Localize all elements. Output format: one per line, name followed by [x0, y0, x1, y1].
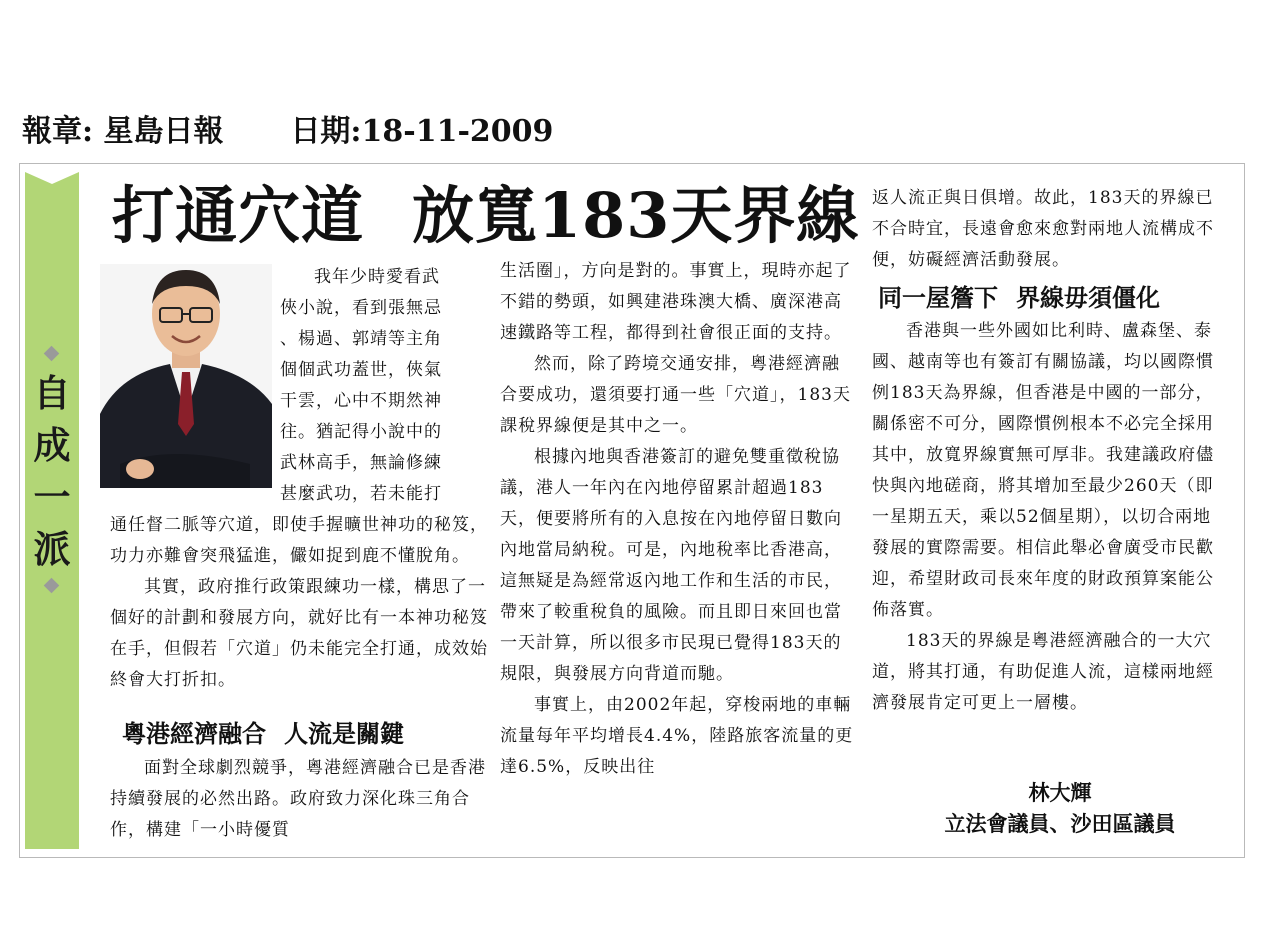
clipping-header — [22, 106, 554, 149]
paragraph: 其實，政府推行政策跟練功一樣，構思了一個好的計劃和發展方向，就好比有一本神功秘笈在手，但假若「穴道」仍未能完全打通，成效始終會大打折扣。 — [110, 577, 488, 690]
paragraph: 返人流正與日俱增。故此，183天的界線已不合時宜，長遠會愈來愈對兩地人流構成不便，妨礙經濟活動發展。 — [872, 188, 1214, 270]
text-line: 我年少時愛看武 — [314, 267, 440, 287]
portrait-image — [100, 264, 272, 488]
text-line: 甚麼武功，若未能打 — [280, 484, 442, 504]
text-line: 個個武功蓋世，俠氣 — [280, 360, 442, 380]
text-line: 往。猶記得小說中的 — [280, 422, 442, 442]
paper-name: 星島日報 — [103, 114, 224, 149]
date-label: 日期: — [290, 114, 362, 149]
paper-label: 報章: — [22, 114, 94, 149]
column-name — [25, 368, 79, 576]
column-name-char: 自 — [33, 372, 71, 415]
date-value: 18-11-2009 — [361, 114, 554, 149]
paragraph: 生活圈」，方向是對的。事實上，現時亦起了不錯的勢頭，如興建港珠澳大橋、廣深港高速鐵路等工程，都得到社會很正面的支持。 — [500, 261, 852, 343]
text-line: 干雲，心中不期然神 — [280, 391, 442, 411]
paragraph: 香港與一些外國如比利時、盧森堡、泰國、越南等也有簽訂有關協議，均以國際慣例183天為界線，但香港是中國的一部分，關係密不可分，國際慣例根本不必完全採用其中，放寬界線實無可厚非。我建議政府儘快與內地磋商，將其增加至最少260天（即一星期五天，乘以52個星期），以切合兩地發展的實際需要。相信此舉必會廣受市民歡迎，希望財政司長來年度的財政預算案能公佈落實。 — [872, 321, 1214, 620]
author-name: 林大輝 — [1028, 781, 1092, 805]
column-name-char: 成 — [33, 424, 71, 467]
text-line: 俠小說，看到張無忌 — [280, 298, 442, 318]
column-2 — [500, 256, 856, 783]
column-1-tail — [110, 753, 488, 846]
paragraph: 通任督二脈等穴道，即使手握曠世神功的秘笈，功力亦難會突飛猛進，儼如捉到鹿不懂脫角。 — [110, 515, 488, 566]
text-line: 武林高手，無論修練 — [280, 453, 442, 473]
author-title: 立法會議員、沙田區議員 — [944, 812, 1176, 836]
paragraph: 然而，除了跨境交通安排，粵港經濟融合要成功，還須要打通一些「穴道」，183天課稅界線便是其中之一。 — [500, 354, 851, 436]
paragraph: 面對全球劇烈競爭，粵港經濟融合已是香港持續發展的必然出路。政府致力深化珠三角合作，構建「一小時優質 — [110, 758, 486, 840]
article-headline — [112, 174, 872, 258]
author-signature — [880, 778, 1240, 840]
subheading-2 — [878, 281, 1160, 315]
headline-part-1: 打通穴道 — [112, 179, 365, 252]
column-3-top — [872, 183, 1228, 276]
column-name-char: 一 — [33, 476, 71, 519]
subheading-part: 同一屋簷下 — [878, 284, 998, 312]
paragraph: 事實上，由2002年起，穿梭兩地的車輛流量每年平均增長4.4%，陸路旅客流量的更達6.5%，反映出往 — [500, 695, 854, 777]
column-name-char: 派 — [33, 528, 71, 571]
column-3-body — [872, 316, 1228, 719]
subheading-part: 界線毋須僵化 — [1016, 284, 1160, 312]
author-photo — [100, 264, 272, 488]
column-banner — [25, 172, 79, 849]
subheading-1 — [122, 717, 404, 751]
column-1-beside-photo — [280, 262, 486, 510]
paragraph: 根據內地與香港簽訂的避免雙重徵稅協議，港人一年內在內地停留累計超過183天，便要將所有的入息按在內地停留日數向內地當局納稅。可是，內地稅率比香港高，這無疑是為經常返內地工作和生活的市民，帶來了較重稅負的風險。而且即日來回也當一天計算，所以很多市民現已覺得183天的規限，與發展方向背道而馳。 — [500, 447, 842, 684]
column-1-body — [110, 510, 488, 696]
subheading-part: 粵港經濟融合 — [122, 720, 266, 748]
paragraph: 183天的界線是粵港經濟融合的一大穴道，將其打通，有助促進人流，這樣兩地經濟發展肯定可更上一層樓。 — [872, 631, 1214, 713]
headline-part-2: 放寬183天界線 — [412, 179, 860, 252]
subheading-part: 人流是關鍵 — [284, 720, 404, 748]
text-line: 、楊過、郭靖等主角 — [280, 329, 442, 349]
